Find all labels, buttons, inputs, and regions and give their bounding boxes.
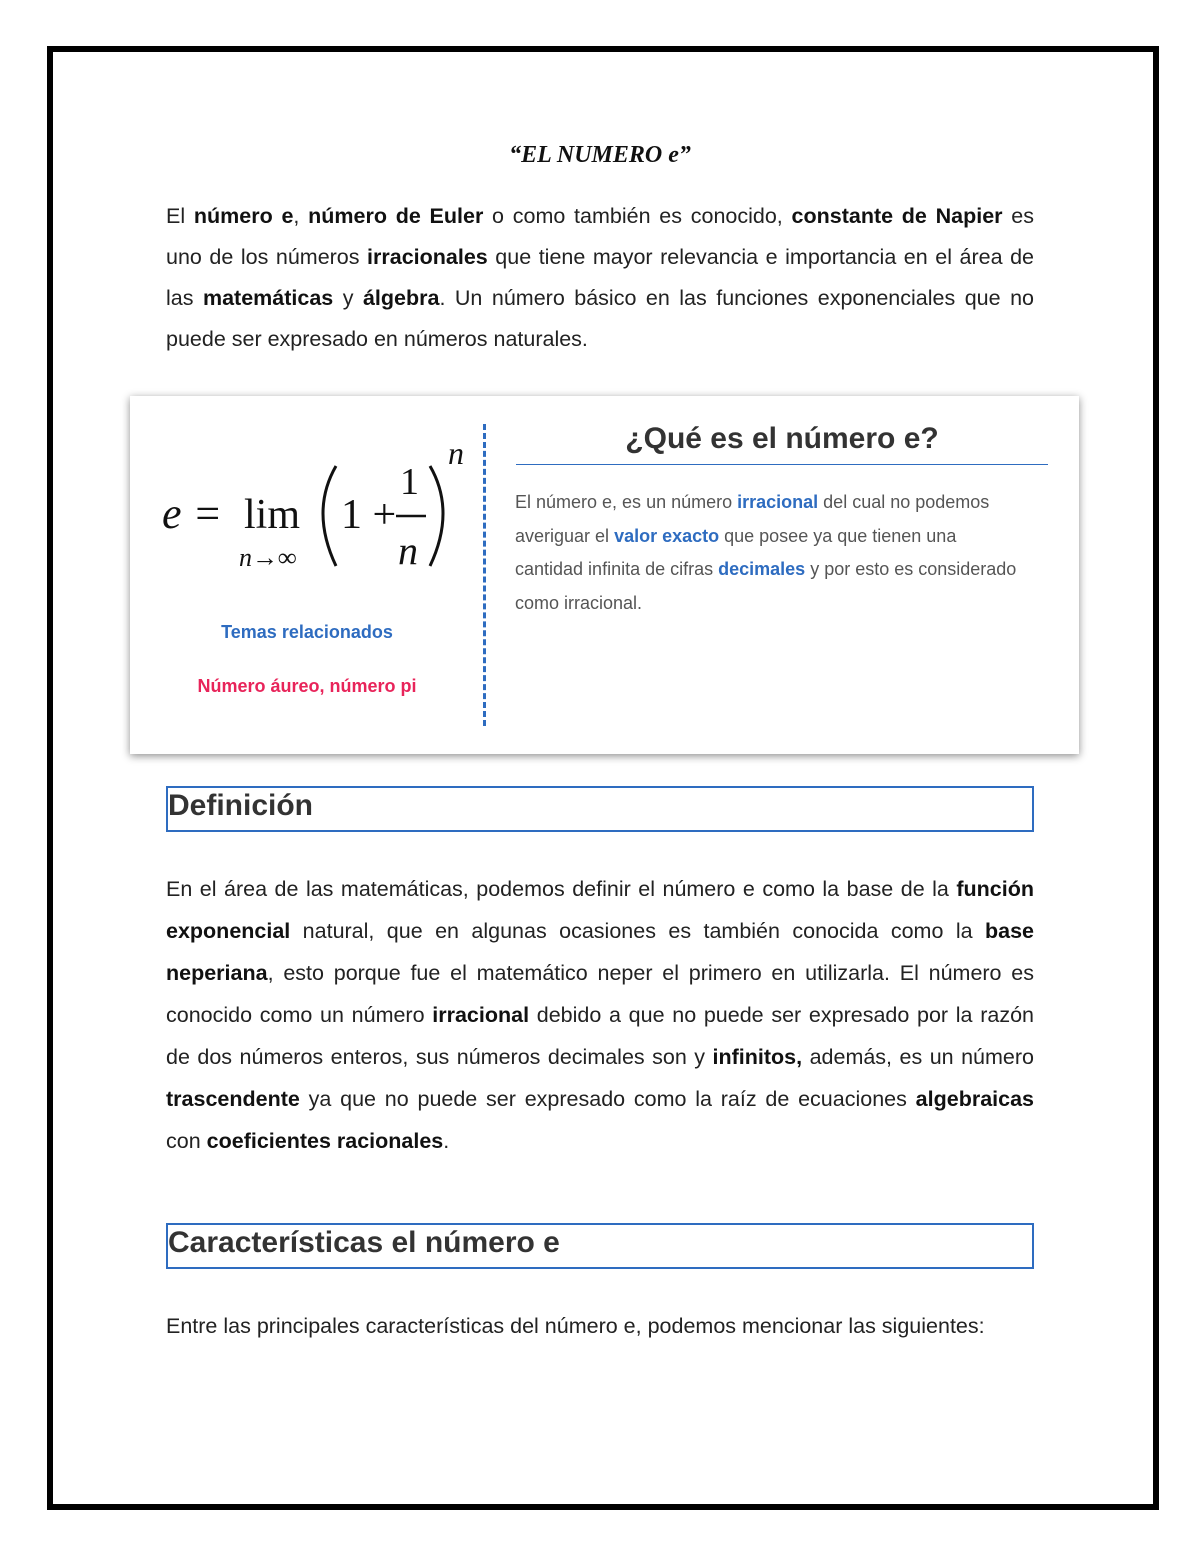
related-topics-title: Temas relacionados [221, 622, 393, 642]
related-topics-links[interactable]: Número áureo, número pi [197, 676, 417, 696]
formula-lim: lim [244, 492, 301, 538]
formula-left-paren [323, 466, 336, 566]
info-card [130, 396, 1079, 754]
document-title: “EL NUMERO e” [509, 142, 691, 168]
definicion-paragraph: En el área de las matemáticas, podemos definir el número e como la base de la función exponencial natural, que en algunas ocasiones es también conocida como la base neperiana, esto porque fue el matemático neper el primero en utilizarla. El número es conocido como un número irracional debido a que no puede ser expresado por la razón de dos números enteros, sus números decimales son y infinitos, además, es un número trascendente ya que no puede ser expresado como la raíz de ecuaciones algebraicas con coeficientes racionales. [166, 877, 1034, 1153]
euler-limit-formula [160, 436, 470, 586]
formula-one-plus: 1 + [341, 492, 397, 538]
card-heading: ¿Qué es el número e? [516, 422, 1048, 465]
formula-denominator: n [398, 528, 418, 573]
definicion-heading-box [166, 786, 1034, 832]
caracteristicas-heading: Características el número e [168, 1226, 560, 1259]
formula-numerator: 1 [400, 461, 419, 503]
definicion-heading: Definición [168, 789, 314, 822]
card-dashed-divider [483, 424, 486, 726]
caracteristicas-paragraph: Entre las principales características del número e, podemos mencionar las siguientes: [166, 1314, 985, 1338]
caracteristicas-heading-box [166, 1223, 1034, 1269]
formula-lim-sub: n→∞ [239, 543, 297, 572]
formula-right-paren [430, 466, 443, 566]
intro-paragraph: El número e, número de Euler o como también es conocido, constante de Napier es uno de los números irracionales que tiene mayor relevancia e importancia en el área de las matemáticas y álgebra. Un número básico en las funciones exponenciales que no puede ser expresado en números naturales. [166, 204, 1034, 351]
formula-exponent: n [448, 436, 464, 471]
formula-lhs: e = [162, 489, 223, 538]
card-description: El número e, es un número irracional del cual no podemos averiguar el valor exacto que posee ya que tienen una cantidad infinita de cifras decimales y por esto es considerado como irracional. [515, 492, 1017, 613]
